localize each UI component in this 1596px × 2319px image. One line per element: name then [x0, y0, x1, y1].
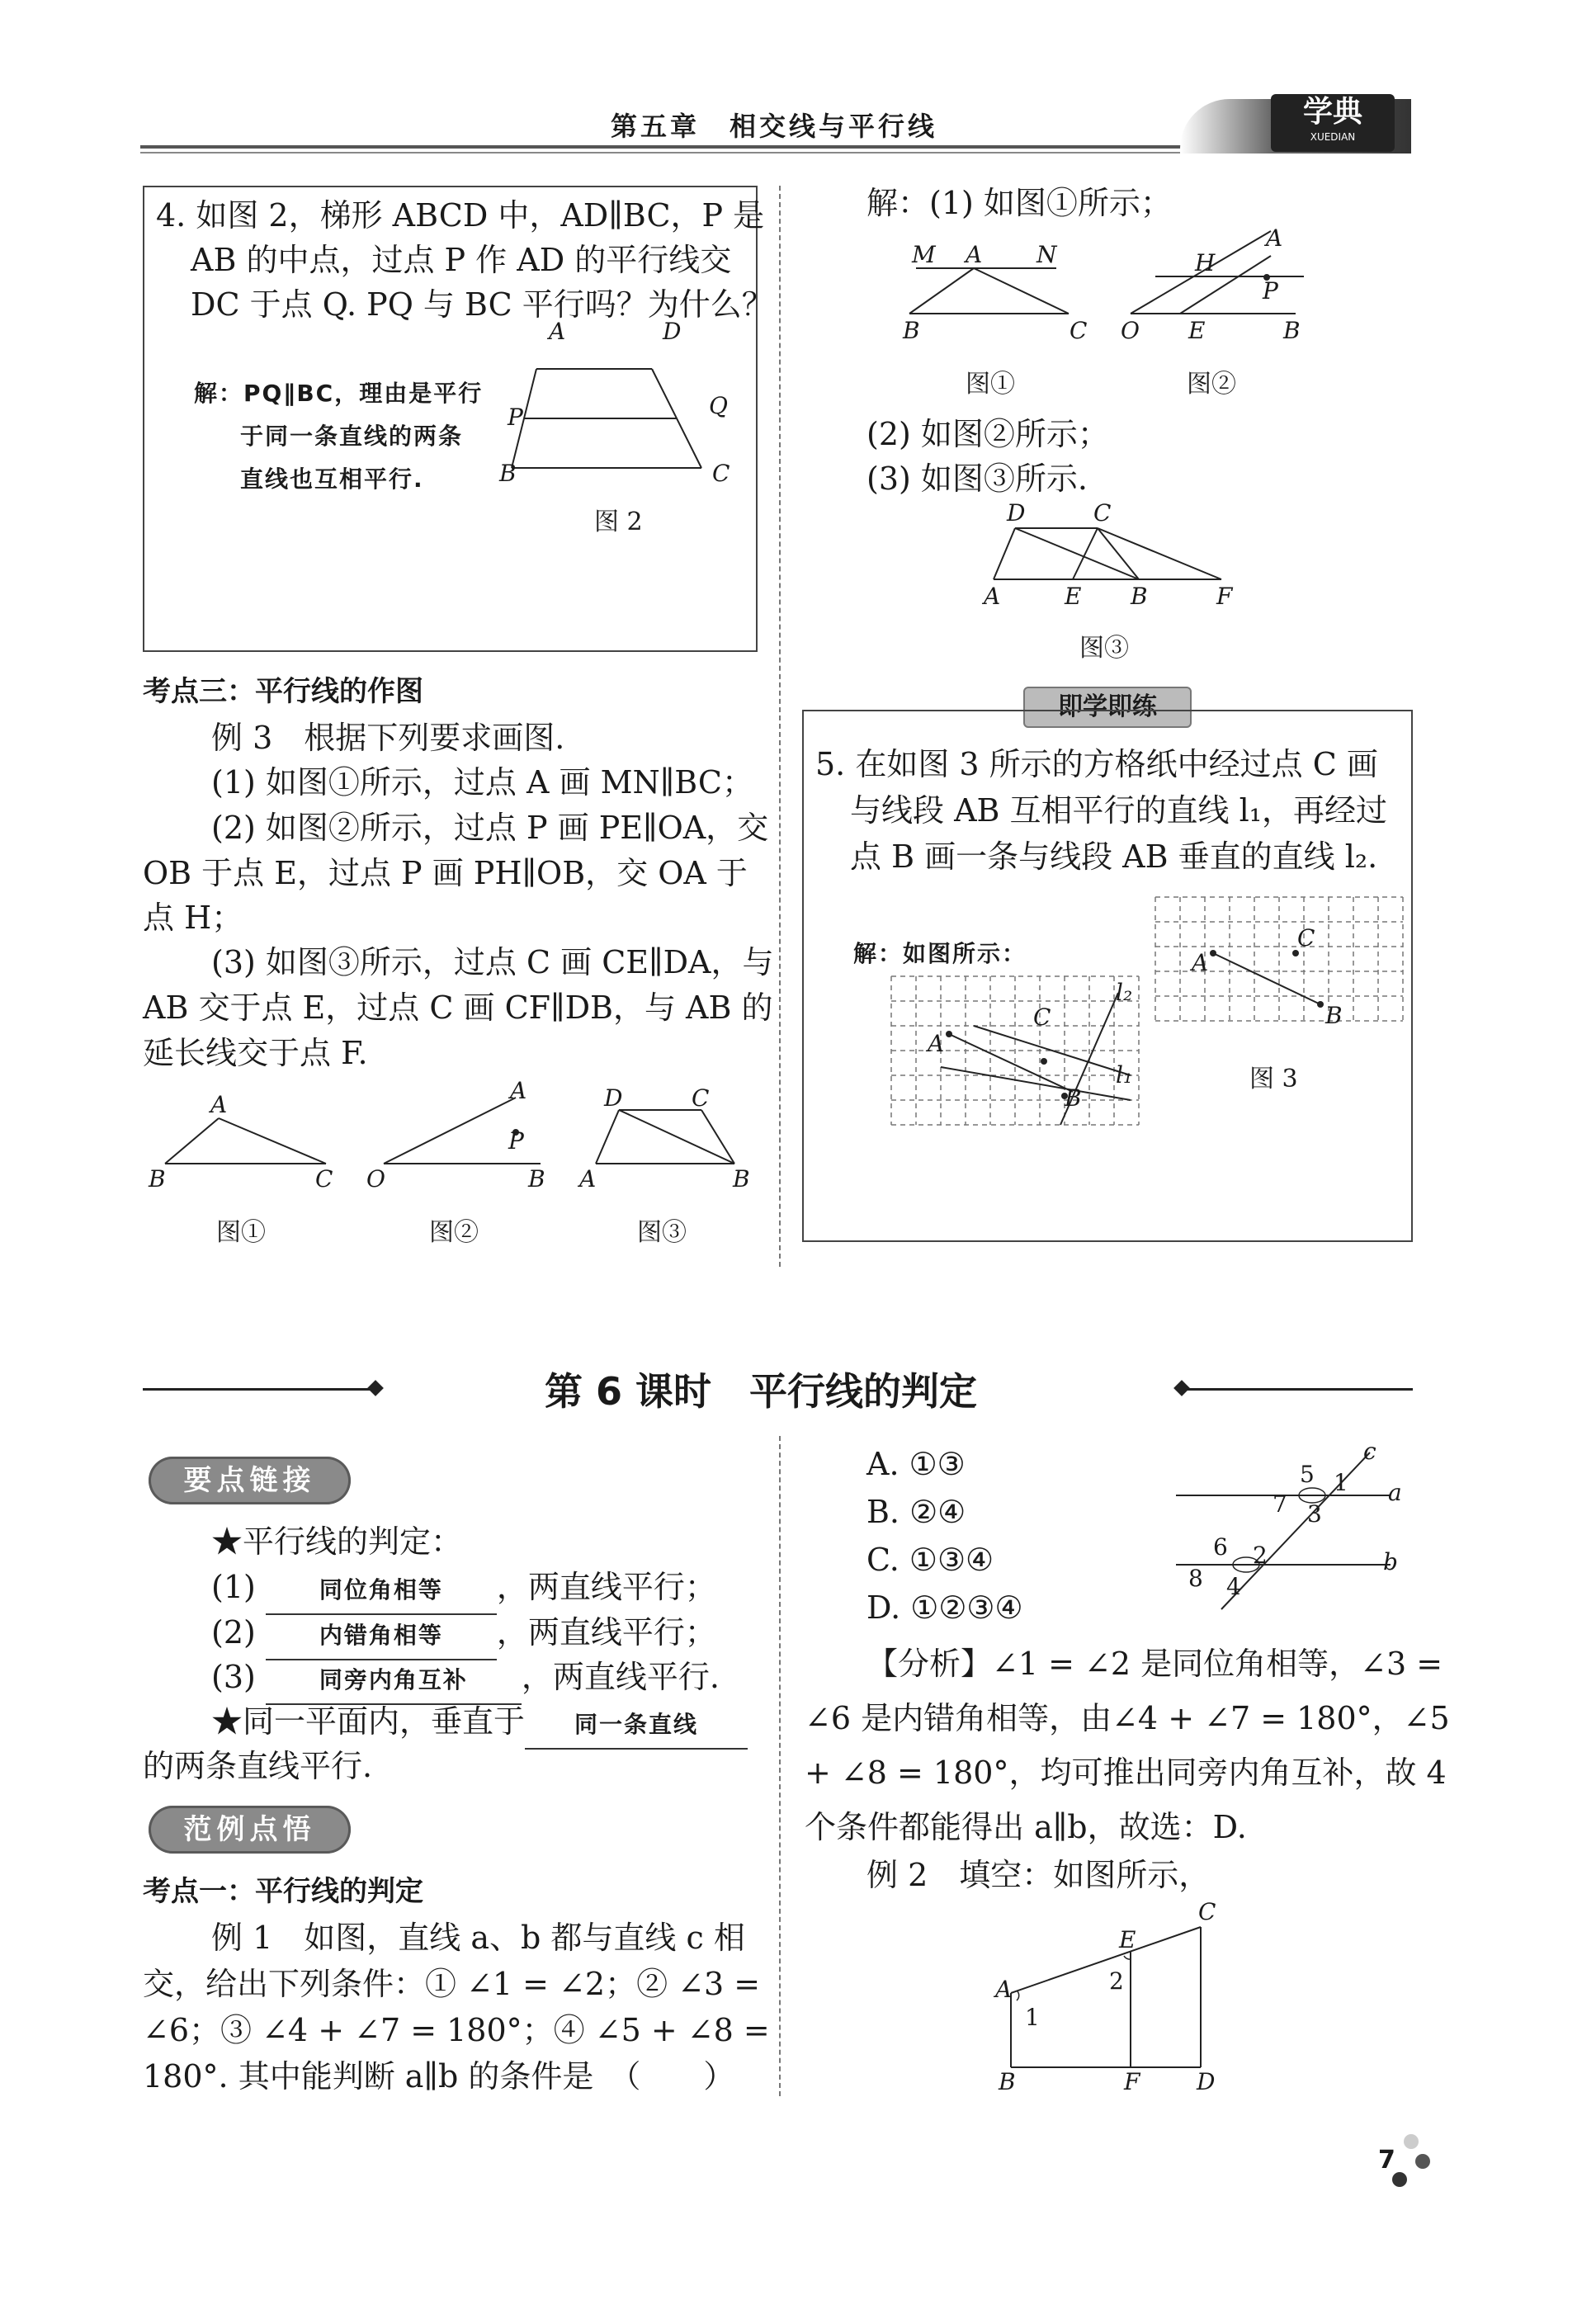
practice-fig-caption: 图 3 [1249, 1065, 1298, 1093]
kd3-fig3-D: D [604, 1084, 623, 1112]
keypoint-num-3: (3) [211, 1659, 256, 1695]
kd3-fig3-A: A [579, 1165, 597, 1193]
kd3-fig1-caption: 图① [216, 1218, 266, 1247]
kd3-line-5: 点 H； [143, 900, 243, 936]
keypoint-rest-2: ，两直线平行； [496, 1614, 716, 1651]
kd3-fig1-B: B [149, 1165, 166, 1193]
analysis-line-4: 个条件都能得出 a∥b，故选：D. [805, 1809, 1247, 1845]
kd3-line-6: (3) 如图③所示，过点 C 画 CE∥DA，与 [211, 944, 774, 980]
kd3-fig1-A: A [210, 1091, 228, 1118]
sol-line-3: (3) 如图③所示. [866, 460, 1088, 497]
keypoint-num-2: (2) [211, 1614, 256, 1651]
brand-logo [1271, 94, 1395, 152]
sol-fig1-A: A [966, 241, 983, 268]
angle-label-c: c [1363, 1438, 1376, 1465]
ex1-line-1: 例 1 如图，直线 a、b 都与直线 c 相 [211, 1920, 745, 1956]
q4-line-3: DC 于点 Q. PQ 与 BC 平行吗？为什么？ [191, 286, 773, 323]
sol-fig2-E: E [1188, 317, 1206, 344]
sol-fig3-caption: 图③ [1079, 634, 1129, 663]
angle-label-b: b [1383, 1548, 1398, 1575]
sol-fig3-C: C [1093, 499, 1112, 527]
brand-name: 学典 [1302, 95, 1362, 129]
choice-d[interactable]: D. ①②③④ [866, 1589, 1023, 1626]
chapter-title: 第五章 相交线与平行线 [611, 111, 938, 142]
lesson-diamond-left [367, 1380, 384, 1396]
practice-line-2: 与线段 AB 互相平行的直线 l₁，再经过 [850, 792, 1387, 829]
kd3-line-7: AB 交于点 E，过点 C 画 CF∥DB，与 AB 的 [143, 989, 773, 1026]
q4-label-B: B [499, 460, 517, 487]
sol-fig3-D: D [1007, 499, 1026, 527]
kd3-fig2-P: P [508, 1127, 524, 1155]
keypoint-row-3 [211, 1654, 720, 1705]
grid1-C: C [1033, 1004, 1051, 1031]
kd3-fig3 [586, 1102, 751, 1184]
q4-fig-caption: 图 2 [594, 508, 643, 536]
analysis-line-1: 【分析】∠1 = ∠2 是同位角相等，∠3 = [866, 1646, 1443, 1682]
kd3-fig1 [157, 1110, 338, 1184]
sol-fig1-B: B [903, 317, 920, 344]
sol-fig3-B: B [1131, 583, 1148, 610]
column-divider-top [779, 186, 781, 1267]
examples-title: 考点一：平行线的判定 [143, 1875, 423, 1908]
angle-label-8: 8 [1188, 1565, 1203, 1592]
q4-box [143, 186, 773, 652]
column-divider-bottom [779, 1436, 781, 2096]
angle-label-1: 1 [1334, 1469, 1348, 1496]
angle-label-5: 5 [1300, 1461, 1315, 1488]
q4-label-C: C [712, 460, 730, 487]
sol-fig3-F: F [1216, 583, 1233, 610]
ex2-label-D: D [1197, 2068, 1216, 2095]
keypoint-fill-2: 内错角相等 [266, 1613, 497, 1660]
kd3-fig2-O: O [366, 1165, 385, 1193]
grid1-B: B [1065, 1084, 1082, 1112]
header-rule [140, 145, 1271, 149]
keypoint-perp-post: 的两条直线平行. [143, 1748, 373, 1784]
angle-label-a: a [1388, 1479, 1402, 1506]
ex2-label-2: 2 [1109, 1967, 1124, 1995]
keypoint-perp-pre: ★同一平面内，垂直于 [211, 1703, 526, 1740]
kd3-fig1-C: C [315, 1165, 333, 1193]
sol-fig2-P: P [1263, 277, 1278, 305]
choice-a[interactable]: A. ①③ [866, 1446, 966, 1482]
sol-line-1: 解：(1) 如图①所示； [866, 185, 1172, 221]
kd3-line-2: (1) 如图①所示，过点 A 画 MN∥BC； [211, 764, 754, 801]
kd3-fig2-A: A [510, 1077, 527, 1104]
ex1-line-4: 180°. 其中能判断 a∥b 的条件是 （ ） [143, 2058, 735, 2095]
ex1-line-2: 交，给出下列条件：① ∠1 = ∠2；② ∠3 = [143, 1966, 761, 2002]
q4-line-1: 4. 如图 2，梯形 ABCD 中，AD∥BC，P 是 [156, 197, 765, 234]
keypoint-row-2 [211, 1609, 716, 1660]
q4-label-Q: Q [709, 392, 728, 419]
sol-fig1-caption: 图① [966, 370, 1015, 399]
practice-line-1: 5. 在如图 3 所示的方格纸中经过点 C 画 [815, 746, 1378, 782]
lesson-rule-left [143, 1388, 378, 1391]
keypoint-fill-3: 同旁内角互补 [266, 1657, 522, 1705]
kd3-fig3-C: C [692, 1084, 710, 1112]
q4-line-2: AB 的中点，过点 P 作 AD 的平行线交 [191, 242, 732, 278]
sol-fig3-E: E [1065, 583, 1082, 610]
keypoint-row-1 [211, 1564, 716, 1615]
q4-label-D: D [663, 318, 682, 345]
q4-answer-3: 直线也互相平行. [240, 465, 424, 493]
practice-answer: 解：如图所示： [853, 940, 1027, 967]
keypoints-badge: 要点链接 [149, 1457, 351, 1504]
kd3-fig3-B: B [733, 1165, 750, 1193]
analysis-line-3: + ∠8 = 180°，均可推出同旁内角互补，故 4 [805, 1755, 1447, 1791]
keypoint-perp-fill: 同一条直线 [525, 1702, 748, 1750]
kd3-fig2-B: B [528, 1165, 545, 1193]
kd3-line-3: (2) 如图②所示，过点 P 画 PE∥OA，交 [211, 810, 769, 846]
hexagon-decoration [1386, 2133, 1436, 2191]
analysis-line-2: ∠6 是内错角相等，由∠4 + ∠7 = 180°，∠5 [805, 1700, 1450, 1736]
header-rule-thin [140, 152, 1271, 153]
ex2-label-1: 1 [1025, 2004, 1040, 2031]
ex2-label-B: B [999, 2068, 1016, 2095]
q4-label-A: A [549, 318, 566, 345]
ex2-label-A: A [995, 1976, 1013, 2003]
ex2-label-C: C [1198, 1898, 1216, 1925]
angle-label-2: 2 [1253, 1542, 1268, 1569]
kd3-line-1: 例 3 根据下列要求画图. [211, 720, 565, 756]
keypoint-rest-1: ，两直线平行； [496, 1569, 716, 1605]
sol-fig2-O: O [1121, 317, 1140, 344]
ex2-line: 例 2 填空：如图所示， [866, 1857, 1211, 1893]
ex2-label-F: F [1124, 2068, 1140, 2095]
grid1-l2: l₂ [1116, 979, 1133, 1006]
header [140, 91, 1411, 157]
ex2-label-E: E [1119, 1926, 1136, 1953]
grid2-A: A [1192, 949, 1209, 976]
q4-answer-1: 解：PQ∥BC，理由是平行 [194, 380, 484, 407]
grid2-B: B [1325, 1002, 1343, 1029]
brand-sub: XUEDIAN [1310, 131, 1356, 143]
lesson-title: 第 6 课时 平行线的判定 [545, 1369, 978, 1414]
kd3-title: 考点三：平行线的作图 [143, 675, 423, 708]
sol-fig2-H: H [1195, 249, 1216, 276]
angle-figure [1172, 1444, 1411, 1609]
sol-fig2-caption: 图② [1187, 370, 1236, 399]
sol-fig1-C: C [1070, 317, 1088, 344]
practice-badge: 即学即练 [1023, 687, 1192, 728]
sol-fig2-A: A [1266, 224, 1283, 252]
keypoint-perp-row [211, 1698, 748, 1750]
choice-c[interactable]: C. ①③④ [866, 1542, 994, 1578]
angle-label-4: 4 [1226, 1573, 1241, 1600]
angle-label-6: 6 [1213, 1533, 1228, 1561]
grid2-C: C [1297, 924, 1315, 952]
kd3-fig2-caption: 图② [429, 1218, 479, 1247]
sol-fig2-B: B [1283, 317, 1301, 344]
q4-answer-2: 于同一条直线的两条 [240, 423, 464, 450]
angle-label-3: 3 [1307, 1500, 1322, 1528]
kd3-line-4: OB 于点 E，过点 P 画 PH∥OB，交 OA 于 [143, 855, 748, 891]
practice-line-3: 点 B 画一条与线段 AB 垂直的直线 l₂. [850, 838, 1378, 875]
kd3-line-8: 延长线交于点 F. [143, 1035, 368, 1071]
keypoint-num-1: (1) [211, 1569, 256, 1605]
grid1-l1: l₁ [1116, 1061, 1133, 1089]
keypoints-intro: ★平行线的判定： [211, 1523, 463, 1560]
trapezoid-figure [499, 344, 739, 509]
q4-label-P: P [508, 404, 523, 431]
sol-fig3-A: A [984, 583, 1001, 610]
ex1-line-3: ∠6；③ ∠4 + ∠7 = 180°；④ ∠5 + ∠8 = [143, 2012, 770, 2048]
sol-fig1-N: N [1036, 241, 1057, 268]
sol-fig1-M: M [912, 241, 936, 268]
sol-line-2: (2) 如图②所示； [866, 416, 1109, 452]
lesson-rule-right [1182, 1388, 1413, 1391]
keypoint-fill-1: 同位角相等 [266, 1567, 497, 1615]
angle-label-7: 7 [1273, 1490, 1287, 1518]
ex2-figure [999, 1915, 1213, 2080]
keypoint-rest-3: ，两直线平行. [521, 1659, 720, 1695]
kd3-fig3-caption: 图③ [637, 1218, 687, 1247]
grid1-A: A [928, 1030, 945, 1057]
page-number: 7 [1378, 2146, 1395, 2175]
choice-b[interactable]: B. ②④ [866, 1494, 966, 1530]
examples-badge: 范例点悟 [149, 1806, 351, 1854]
